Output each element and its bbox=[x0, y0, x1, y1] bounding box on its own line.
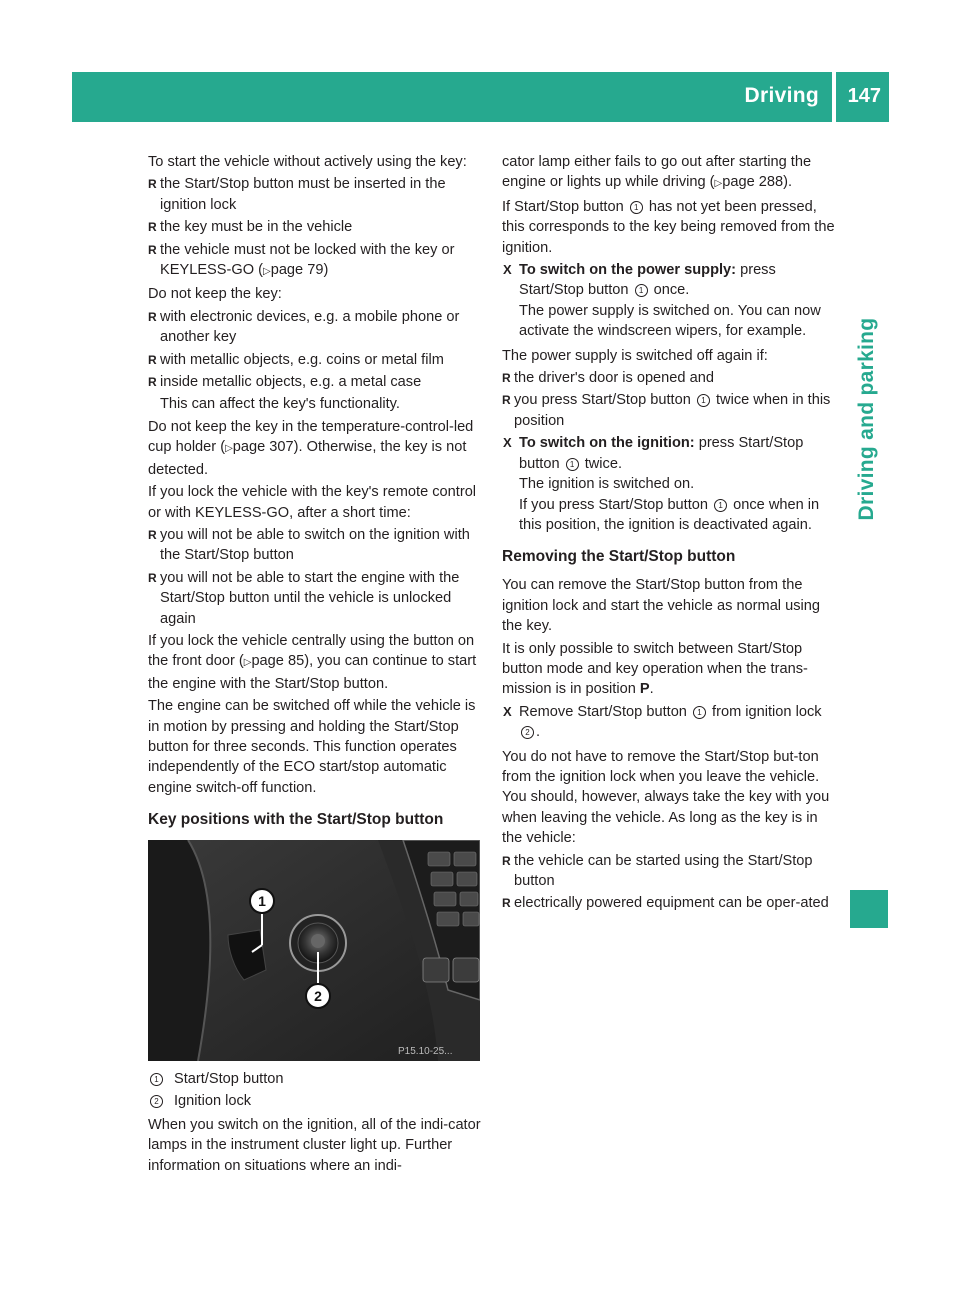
instruction-step: X To switch on the power supply: press Start/Stop button 1 once. The power supply is switched on. You can now activate the windscreen wipers, for example. bbox=[502, 260, 836, 342]
section-heading: Key positions with the Start/Stop button bbox=[148, 811, 444, 829]
paragraph: If you lock the vehicle centrally using the button on the front door (▷page 85), you can continue to start the engine with the Start/Stop button. bbox=[148, 632, 477, 692]
list-item: R with metallic objects, e.g. coins or metal film bbox=[148, 350, 482, 370]
paragraph: Do not keep the key in the temperature-control-led cup holder (▷page 307). Otherwise, the key is not detected. bbox=[148, 418, 474, 478]
list-item: R the Start/Stop button must be inserted in the ignition lock bbox=[148, 174, 482, 215]
list-item: R the key must be in the vehicle bbox=[148, 217, 482, 237]
paragraph: cator lamp either fails to go out after starting the engine or lights up while driving (▷page 288). bbox=[502, 154, 812, 191]
step-result: The power supply is switched on. You can now activate the windscreen wipers, for example. bbox=[519, 302, 821, 340]
paragraph: You do not have to remove the Start/Stop but-ton from the ignition lock when you leave the vehicle. You should, however, always take the key with you when leaving the vehicle. As long as the key is in the vehicle: bbox=[502, 748, 830, 847]
callout-number: 1 bbox=[714, 499, 727, 512]
callout-number: 1 bbox=[697, 394, 710, 407]
page-reference-link[interactable]: page 85 bbox=[251, 653, 305, 670]
legend-item: 1 Start/Stop button bbox=[148, 1069, 482, 1089]
list-note: This can affect the key's functionality. bbox=[160, 396, 400, 413]
callout-2: 2 bbox=[314, 988, 322, 1005]
page-number: 147 bbox=[847, 85, 881, 107]
instruction-step: X To switch on the ignition: press Start/Stop button 1 twice. The ignition is switched on. If you press Start/Stop button 1 once when in this position, the ignition is deactivated again. bbox=[502, 433, 836, 535]
section-title: Driving bbox=[744, 84, 819, 107]
paragraph: If you lock the vehicle with the key's remote control or with KEYLESS-GO, after a short time: bbox=[148, 484, 477, 521]
paragraph: Do not keep the key: bbox=[148, 286, 282, 303]
list-item: R with electronic devices, e.g. a mobile phone or another key bbox=[148, 307, 482, 348]
list-item: R the driver's door is opened and bbox=[502, 368, 836, 388]
legend-item: 2 Ignition lock bbox=[148, 1091, 482, 1111]
step-note: If you press Start/Stop button 1 once when in this position, the ignition is deactivated again. bbox=[519, 496, 820, 533]
step-result: The ignition is switched on. bbox=[519, 476, 695, 493]
instruction-step: X Remove Start/Stop button 1 from ignition lock 2 . bbox=[502, 702, 836, 743]
paragraph: The power supply is switched off again if: bbox=[502, 347, 768, 364]
side-tab-label: Driving and parking bbox=[855, 317, 878, 521]
reference-arrow-icon: ▷ bbox=[225, 443, 233, 455]
page-reference-link[interactable]: page 288 bbox=[722, 174, 784, 191]
page-reference-link[interactable]: page 307 bbox=[232, 439, 294, 456]
paragraph: When you switch on the ignition, all of the indi-cator lamps in the instrument cluster light up. Further information on situations where an indi- bbox=[148, 1117, 481, 1174]
callout-number: 1 bbox=[630, 201, 643, 214]
list-item: R inside metallic objects, e.g. a metal case bbox=[148, 372, 482, 392]
right-column bbox=[502, 152, 836, 916]
callout-number: 1 bbox=[150, 1073, 163, 1086]
page-reference-link[interactable]: page 79 bbox=[270, 262, 324, 279]
list-item: R you will not be able to switch on the ignition with the Start/Stop button bbox=[148, 525, 482, 566]
callout-number: 1 bbox=[566, 458, 579, 471]
left-column bbox=[148, 152, 482, 1178]
list-item: R the vehicle can be started using the Start/Stop button bbox=[502, 851, 836, 892]
paragraph: It is only possible to switch between Start/Stop button mode and key operation when the trans-mission is in position P. bbox=[502, 640, 808, 698]
reference-arrow-icon: ▷ bbox=[714, 178, 723, 190]
gear-position: P bbox=[639, 681, 650, 698]
paragraph: The engine can be switched off while the vehicle is in motion by pressing and holding the Start/Stop button for three seconds. This function operates independently of the ECO start/stop automatic engine switch-off function. bbox=[148, 698, 476, 796]
paragraph: You can remove the Start/Stop button from the ignition lock and start the vehicle as normal using the key. bbox=[502, 577, 820, 635]
list-item: R you will not be able to start the engine with the Start/Stop button until the vehicle is unlocked again bbox=[148, 568, 482, 629]
callout-number: 2 bbox=[150, 1095, 163, 1108]
header-bar bbox=[72, 72, 889, 122]
side-tab bbox=[847, 254, 887, 584]
callout-number: 2 bbox=[521, 726, 534, 739]
callout-number: 1 bbox=[693, 706, 706, 719]
list-item: R electrically powered equipment can be oper-ated bbox=[502, 893, 836, 913]
header-separator bbox=[832, 72, 836, 122]
paragraph: To start the vehicle without actively using the key: bbox=[148, 154, 467, 170]
ignition-lock-illustration bbox=[148, 840, 480, 1061]
reference-arrow-icon: ▷ bbox=[243, 657, 252, 669]
callout-number: 1 bbox=[635, 284, 648, 297]
side-tab-marker bbox=[850, 890, 888, 928]
paragraph: If Start/Stop button 1 has not yet been pressed, this corresponds to the key being removed from the ignition. bbox=[502, 198, 835, 256]
reference-arrow-icon: ▷ bbox=[263, 266, 271, 278]
list-item: R the vehicle must not be locked with the key or KEYLESS-GO (▷page 79) bbox=[148, 240, 482, 283]
section-heading: Removing the Start/Stop button bbox=[502, 548, 736, 566]
list-item: R you press Start/Stop button 1 twice when in this position bbox=[502, 390, 836, 431]
figure-code: P15.10-25... bbox=[398, 1046, 453, 1058]
callout-1: 1 bbox=[258, 893, 266, 910]
ignition-lock-photo bbox=[148, 840, 480, 1061]
